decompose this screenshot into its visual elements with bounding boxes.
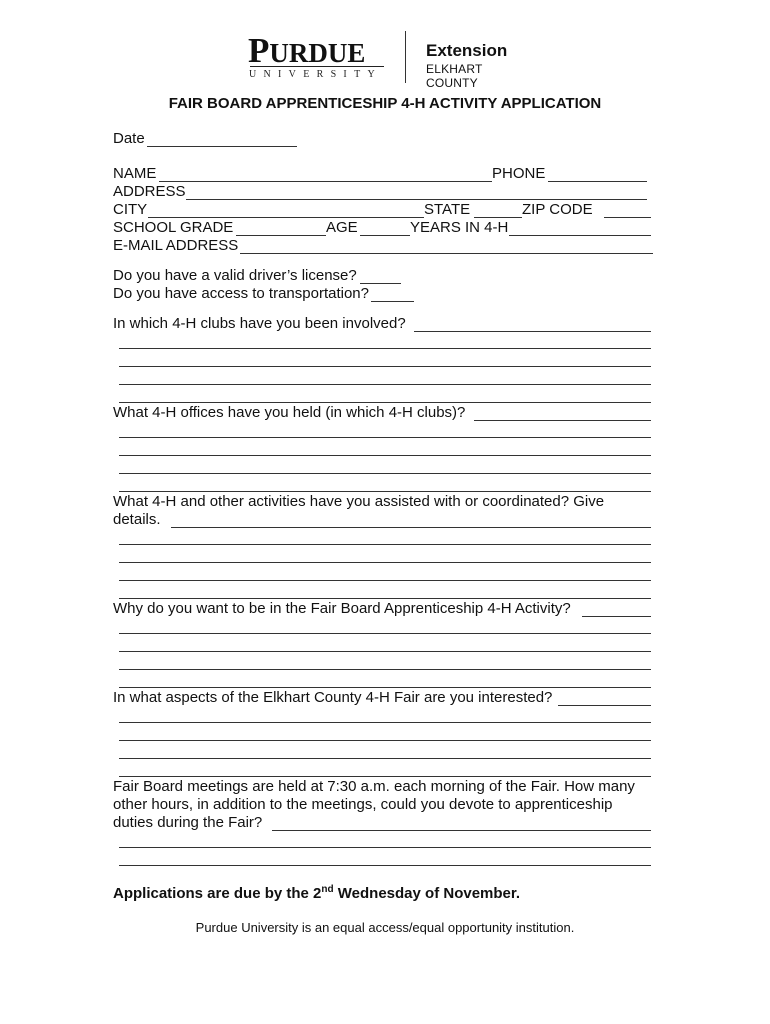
meetings-answer-line[interactable] — [119, 847, 651, 848]
clubs-answer-line[interactable] — [119, 384, 651, 385]
why-answer-line[interactable] — [119, 687, 651, 688]
city-field[interactable] — [148, 217, 424, 218]
clubs-answer-line[interactable] — [119, 348, 651, 349]
clubs-question: In which 4-H clubs have you been involved? — [113, 315, 406, 332]
activities-answer-line[interactable] — [171, 527, 651, 528]
page-title: FAIR BOARD APPRENTICESHIP 4-H ACTIVITY APPLICATION — [168, 95, 602, 112]
date-label: Date — [113, 130, 145, 147]
logo-county: ELKHART COUNTY — [426, 62, 483, 90]
years-field[interactable] — [509, 235, 651, 236]
aspects-answer-line[interactable] — [119, 776, 651, 777]
address-field[interactable] — [186, 199, 647, 200]
email-field[interactable] — [240, 253, 653, 254]
logo-university-text: UNIVERSITY — [249, 69, 382, 80]
offices-question: What 4-H offices have you held (in which 4-H clubs)? — [113, 404, 466, 421]
transport-question: Do you have access to transportation? — [113, 285, 369, 302]
city-label: CITY — [113, 201, 148, 218]
license-answer[interactable] — [360, 283, 401, 284]
address-label: ADDRESS — [113, 183, 186, 200]
logo-purdue-wordmark: PURDUE — [248, 31, 366, 70]
aspects-answer-line[interactable] — [119, 758, 651, 759]
offices-answer-line[interactable] — [474, 420, 651, 421]
meetings-answer-line[interactable] — [272, 830, 651, 831]
aspects-question: In what aspects of the Elkhart County 4-H Fair are you interested? — [113, 689, 553, 706]
meetings-question-cont: other hours, in addition to the meetings, could you devote to apprenticeship — [113, 796, 613, 813]
why-question: Why do you want to be in the Fair Board Apprenticeship 4-H Activity? — [113, 600, 571, 617]
meetings-answer-line[interactable] — [119, 865, 651, 866]
date-field[interactable] — [147, 146, 297, 147]
why-answer-line[interactable] — [119, 669, 651, 670]
activities-answer-line[interactable] — [119, 544, 651, 545]
zip-field[interactable] — [604, 217, 651, 218]
phone-label: PHONE — [492, 165, 546, 182]
school-grade-label: SCHOOL GRADE — [113, 219, 234, 236]
school-grade-field[interactable] — [236, 235, 326, 236]
activities-question: What 4-H and other activities have you assisted with or coordinated? Give — [113, 493, 605, 510]
age-label: AGE — [326, 219, 358, 236]
offices-answer-line[interactable] — [119, 473, 651, 474]
why-answer-line[interactable] — [119, 633, 651, 634]
zip-label: ZIP CODE — [522, 201, 593, 218]
equal-opportunity-footer: Purdue University is an equal access/equal opportunity institution. — [195, 920, 575, 935]
clubs-answer-line[interactable] — [119, 366, 651, 367]
offices-answer-line[interactable] — [119, 491, 651, 492]
logo-divider — [405, 31, 406, 83]
aspects-answer-line[interactable] — [119, 740, 651, 741]
activities-question-cont: details. — [113, 511, 161, 528]
offices-answer-line[interactable] — [119, 437, 651, 438]
transport-answer[interactable] — [371, 301, 414, 302]
activities-answer-line[interactable] — [119, 562, 651, 563]
state-field[interactable] — [474, 217, 522, 218]
clubs-answer-line[interactable] — [119, 402, 651, 403]
activities-answer-line[interactable] — [119, 580, 651, 581]
aspects-answer-line[interactable] — [558, 705, 651, 706]
logo-extension: Extension — [426, 41, 508, 60]
logo-rule — [250, 66, 384, 67]
license-question: Do you have a valid driver’s license? — [113, 267, 357, 284]
why-answer-line[interactable] — [582, 616, 651, 617]
name-label: NAME — [113, 165, 157, 182]
name-field[interactable] — [159, 181, 492, 182]
age-field[interactable] — [360, 235, 410, 236]
email-label: E-MAIL ADDRESS — [113, 237, 239, 254]
due-date-notice: Applications are due by the 2nd Wednesday of November. — [113, 884, 521, 902]
phone-field[interactable] — [548, 181, 647, 182]
offices-answer-line[interactable] — [119, 455, 651, 456]
aspects-answer-line[interactable] — [119, 722, 651, 723]
state-label: STATE — [424, 201, 471, 218]
why-answer-line[interactable] — [119, 651, 651, 652]
years-label: YEARS IN 4-H — [410, 219, 509, 236]
meetings-question-cont: duties during the Fair? — [113, 814, 263, 831]
activities-answer-line[interactable] — [119, 598, 651, 599]
meetings-question: Fair Board meetings are held at 7:30 a.m. each morning of the Fair. How many — [113, 778, 635, 795]
clubs-answer-line[interactable] — [414, 331, 651, 332]
